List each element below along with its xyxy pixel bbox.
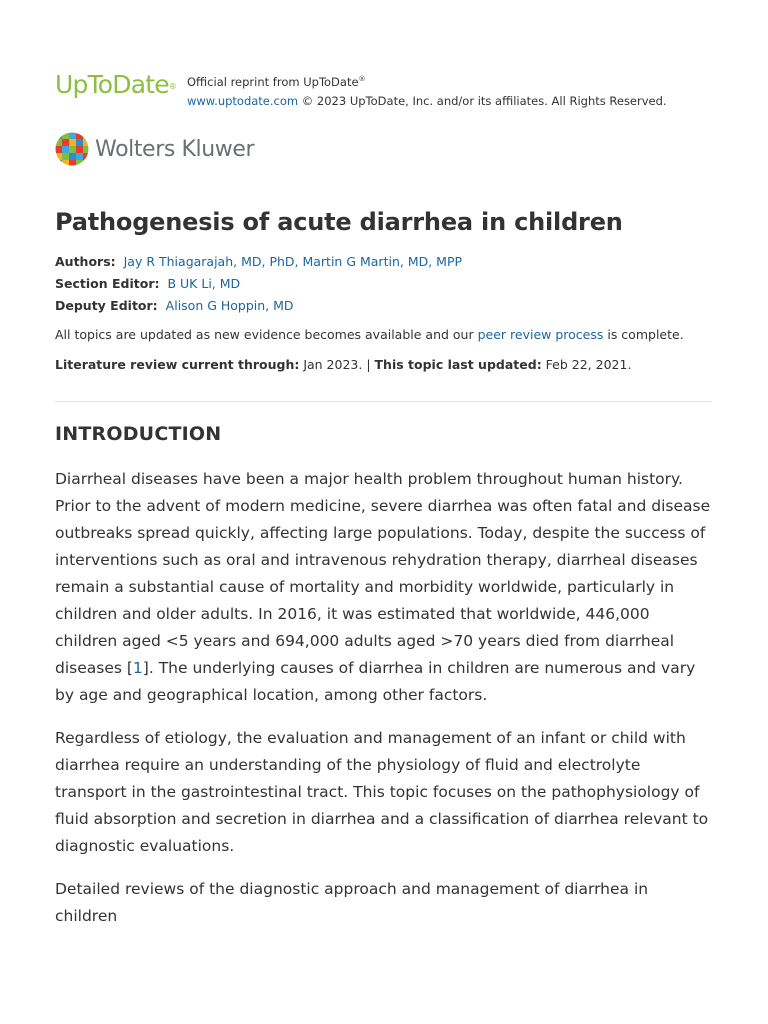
paragraph-1-tail: ]. The underlying causes of diarrhea in children are numerous and vary by age and geographical location, among other factors. [55,659,696,704]
last-updated-label: This topic last updated: [374,357,542,372]
last-updated-value: Feb 22, 2021. [541,357,632,372]
paragraph-1 [55,466,715,709]
uptodate-logo-reg: ® [168,82,177,91]
section-divider [55,401,712,402]
update-note-post: is complete. [603,327,684,342]
reprint-header [55,68,715,112]
review-dates [55,355,631,375]
peer-review-link[interactable]: peer review process [477,327,604,342]
wolters-kluwer-mosaic-icon [55,132,89,166]
lit-review-label: Literature review current through: [55,357,300,372]
article-title: Pathogenesis of acute diarrhea in children [55,208,623,236]
paragraph-3: Detailed reviews of the diagnostic approach and management of diarrhea in children [55,880,649,925]
deputy-editor-link[interactable]: Alison G Hoppin, MD [165,298,294,313]
authors-link[interactable]: Jay R Thiagarajah, MD, PhD, Martin G Martin, MD, MPP [123,254,463,269]
uptodate-logo-text: UpToDate [55,70,169,99]
deputy-editor-row [55,295,462,317]
section-heading: INTRODUCTION [55,423,222,445]
section-editor-row [55,273,462,295]
paragraph-1-text: Diarrheal diseases have been a major health problem throughout human history. Prior to the advent of modern medicine, severe diarrhea was often fatal and disease outbreaks spread quickly, affecting large populations. Today, despite the success of interventions such as oral and intravenous rehydration therapy, diarrheal diseases remain a substantial cause of mortality and morbidity worldwide, particularly in children and older adults. In 2016, it was estimated that worldwide, 446,000 children aged <5 years and 694,000 adults aged >70 years died from diarrheal diseases [ [55,470,711,677]
reprint-text: Official reprint from UpToDate [187,74,359,89]
wolters-kluwer-name: Wolters Kluwer [95,137,255,162]
reference-link-1[interactable]: 1 [132,659,143,677]
website-link[interactable]: www.uptodate.com [187,93,299,108]
article-credits [55,251,462,317]
reprint-reg: ® [358,75,366,83]
copyright-text: © 2023 UpToDate, Inc. and/or its affiliates. All Rights Reserved. [301,93,667,108]
paragraph-2: Regardless of etiology, the evaluation and management of an infant or child with diarrhea require an understanding of the physiology of fluid and electrolyte transport in the gastrointestinal tract. This topic focuses on the pathophysiology of fluid absorption and secretion in diarrhea and a classification of diarrhea relevant to diagnostic evaluations. [55,729,709,855]
reprint-notice [187,70,667,111]
section-editor-label: Section Editor: [55,276,160,291]
article-body [55,466,715,946]
uptodate-logo[interactable] [55,68,176,102]
deputy-editor-label: Deputy Editor: [55,298,158,313]
lit-review-value: Jan 2023. | [299,357,375,372]
authors-label: Authors: [55,254,116,269]
authors-row [55,251,462,273]
section-editor-link[interactable]: B UK Li, MD [167,276,241,291]
update-note-pre: All topics are updated as new evidence becomes available and our [55,327,478,342]
update-note [55,325,684,345]
